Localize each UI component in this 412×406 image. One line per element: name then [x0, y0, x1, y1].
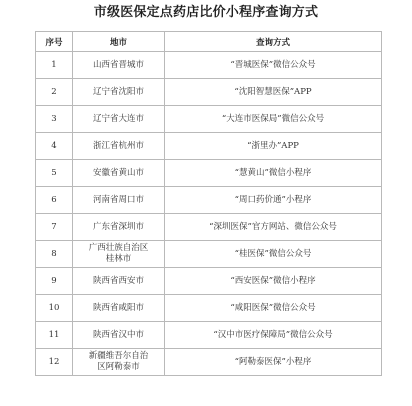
- cell-no: 2: [36, 79, 73, 106]
- table-row: [36, 268, 382, 295]
- cell-method: “西安医保”微信小程序: [165, 268, 382, 295]
- cell-no: 10: [36, 295, 73, 322]
- header-method: 查询方式: [165, 32, 382, 52]
- cell-city: 陕西省咸阳市: [73, 295, 165, 322]
- cell-city: 安徽省黄山市: [73, 160, 165, 187]
- cell-method: “咸阳医保”微信公众号: [165, 295, 382, 322]
- cell-method: “慧黄山”微信小程序: [165, 160, 382, 187]
- cell-city-line: 区阿勒泰市: [97, 362, 140, 372]
- cell-city: [73, 241, 165, 268]
- cell-no: 4: [36, 133, 73, 160]
- table-row: [36, 349, 382, 376]
- table-row: [36, 322, 382, 349]
- document-title: 市级医保定点药店比价小程序查询方式: [93, 5, 319, 20]
- cell-method: “阿勒泰医保”小程序: [165, 349, 382, 376]
- table-row: [36, 106, 382, 133]
- table-row: [36, 187, 382, 214]
- cell-city: 陕西省汉中市: [73, 322, 165, 349]
- cell-city: 陕西省西安市: [73, 268, 165, 295]
- cell-city: 辽宁省大连市: [73, 106, 165, 133]
- header-city: 地市: [73, 32, 165, 52]
- cell-city: 山西省晋城市: [73, 52, 165, 79]
- cell-city-line: 桂林市: [105, 254, 132, 264]
- cell-method: “汉中市医疗保障局”微信公众号: [165, 322, 382, 349]
- table-row: [36, 160, 382, 187]
- cell-city: 辽宁省沈阳市: [73, 79, 165, 106]
- table-header-row: [36, 32, 382, 52]
- table-row: [36, 79, 382, 106]
- table-row: [36, 52, 382, 79]
- cell-method: “桂医保”微信公众号: [165, 241, 382, 268]
- cell-city-line: 广西壮族自治区: [88, 243, 149, 253]
- cell-method: “深圳医保”官方网站、微信公众号: [165, 214, 382, 241]
- cell-no: 11: [36, 322, 73, 349]
- table-row: [36, 241, 382, 268]
- cell-no: 5: [36, 160, 73, 187]
- cell-method: “周口药价通”小程序: [165, 187, 382, 214]
- table-row: [36, 214, 382, 241]
- cell-no: 9: [36, 268, 73, 295]
- cell-city: 河南省周口市: [73, 187, 165, 214]
- pharmacy-query-table: [35, 31, 382, 376]
- cell-no: 8: [36, 241, 73, 268]
- cell-method: “浙里办”APP: [165, 133, 382, 160]
- cell-city: 广东省深圳市: [73, 214, 165, 241]
- cell-method: “沈阳智慧医保”APP: [165, 79, 382, 106]
- table-row: [36, 133, 382, 160]
- cell-city: 浙江省杭州市: [73, 133, 165, 160]
- table-row: [36, 295, 382, 322]
- cell-no: 3: [36, 106, 73, 133]
- cell-no: 6: [36, 187, 73, 214]
- header-no: 序号: [36, 32, 73, 52]
- cell-method: “大连市医保局”微信公众号: [165, 106, 382, 133]
- cell-no: 7: [36, 214, 73, 241]
- cell-city: [73, 349, 165, 376]
- cell-method: “晋城医保”微信公众号: [165, 52, 382, 79]
- cell-no: 12: [36, 349, 73, 376]
- cell-city-line: 新疆维吾尔自治: [88, 351, 149, 361]
- cell-no: 1: [36, 52, 73, 79]
